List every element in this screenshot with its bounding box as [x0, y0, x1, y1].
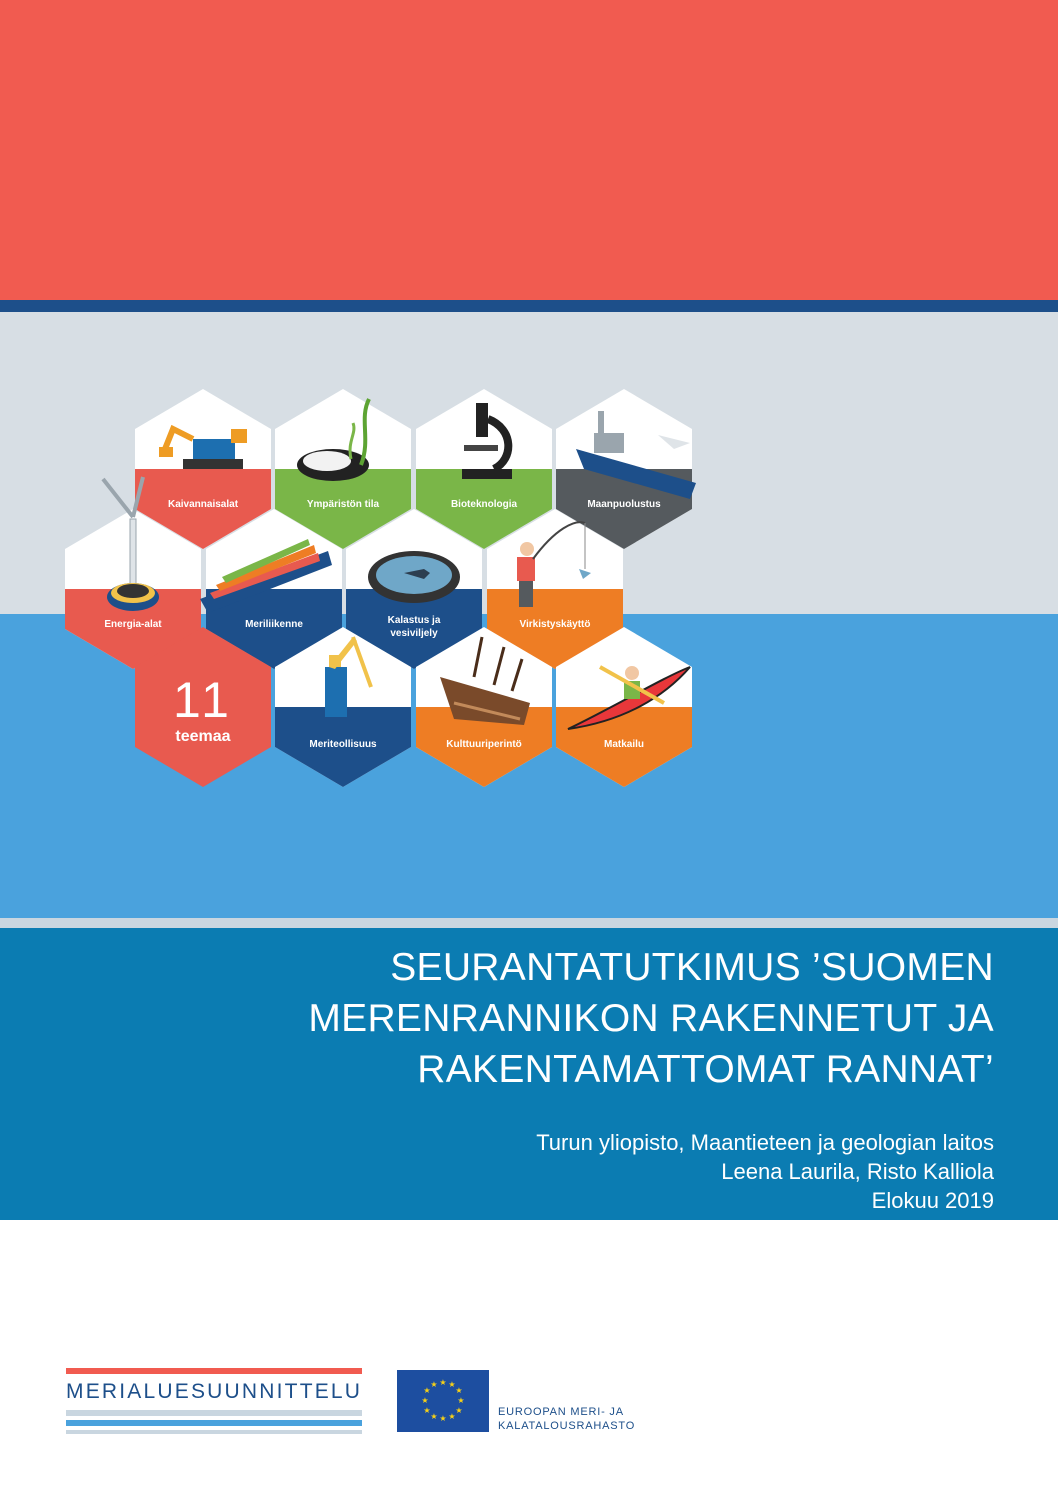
title-line-2: MERENRANNIKON RAKENNETUT JA [308, 997, 994, 1040]
institution: Turun yliopisto, Maantieteen ja geologian laitos [536, 1130, 994, 1155]
logo-bar-grey [66, 1410, 362, 1416]
svg-text:★: ★ [430, 1380, 438, 1389]
logo-bar-red [66, 1368, 362, 1374]
theme-label-6: Meriliikenne [245, 619, 303, 630]
theme-label-7a: Kalastus ja [387, 615, 441, 626]
svg-text:★: ★ [423, 1386, 431, 1395]
theme-label-10: Kulttuuriperintö [446, 739, 522, 750]
svg-text:★: ★ [430, 1412, 438, 1421]
page-title [94, 942, 994, 1095]
svg-text:★: ★ [439, 1414, 447, 1423]
logo-bar-grey-2 [66, 1430, 362, 1434]
eu-stars-icon [397, 1370, 489, 1432]
theme-label-11: Matkailu [603, 739, 645, 750]
eu-line-2: KALATALOUSRAHASTO [498, 1420, 636, 1432]
theme-label-7b: vesiviljely [390, 628, 438, 639]
eu-flag-icon [397, 1370, 489, 1432]
svg-text:★: ★ [455, 1406, 463, 1415]
theme-label-5: Energia-alat [104, 619, 162, 630]
fish-pen-icon [368, 551, 460, 603]
svg-text:★: ★ [439, 1378, 447, 1387]
merialue-logo-text: MERIALUESUUNNITTELU [66, 1380, 363, 1403]
theme-label-3: Bioteknologia [450, 499, 518, 510]
theme-count: 11 [173, 672, 233, 728]
title-line-3: RAKENTAMATTOMAT RANNAT’ [417, 1048, 994, 1091]
theme-label-9: Meriteollisuus [309, 739, 377, 750]
svg-text:★: ★ [448, 1380, 456, 1389]
theme-label-4: Maanpuolustus [587, 499, 661, 510]
theme-label-8: Virkistyskäyttö [519, 619, 591, 630]
svg-text:★: ★ [448, 1412, 456, 1421]
eu-fund-text [498, 1405, 635, 1433]
theme-count-label: teemaa [175, 728, 231, 745]
title-line-1: SEURANTATUTKIMUS ’SUOMEN [390, 946, 994, 989]
svg-text:★: ★ [423, 1406, 431, 1415]
theme-label-1: Kaivannaisalat [167, 499, 239, 510]
theme-label-2: Ympäristön tila [306, 499, 380, 510]
logo-bar-blue [66, 1420, 362, 1426]
publication-date: Elokuu 2019 [871, 1188, 994, 1213]
svg-text:★: ★ [457, 1396, 465, 1405]
publication-meta [194, 1128, 994, 1215]
eu-line-1: EUROOPAN MERI- JA [498, 1406, 624, 1418]
svg-text:★: ★ [421, 1396, 429, 1405]
authors: Leena Laurila, Risto Kalliola [721, 1159, 994, 1184]
merialuesuunnittelu-logo [66, 1368, 362, 1434]
svg-text:★: ★ [455, 1386, 463, 1395]
